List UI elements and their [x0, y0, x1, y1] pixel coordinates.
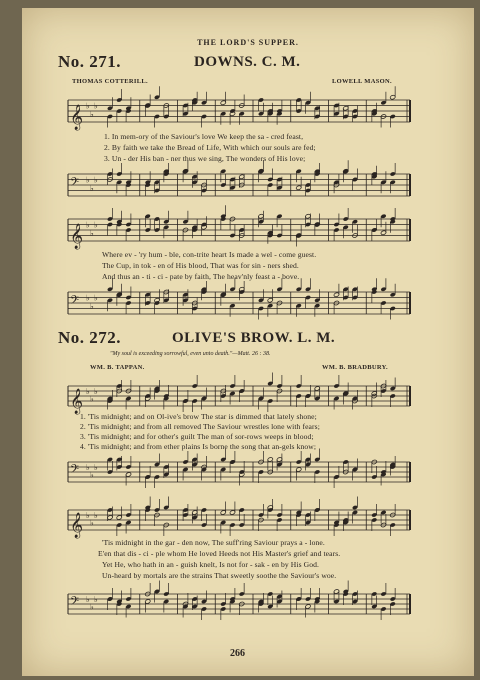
svg-text:♭: ♭ [90, 394, 94, 404]
lyric-line: 3. Un - der His ban - ner thus we sing, The wonders of His love; [104, 154, 306, 163]
lyric-line: 'Tis midnight in the gar - den now, The suff'ring Saviour prays a - lone. [102, 538, 325, 547]
svg-text:𝄞: 𝄞 [70, 389, 84, 414]
svg-text:♭: ♭ [90, 518, 94, 528]
hymnal-page [22, 8, 474, 676]
svg-text:♭: ♭ [86, 220, 90, 230]
svg-text:♭: ♭ [86, 463, 90, 472]
svg-text:♭: ♭ [90, 109, 94, 119]
svg-text:♭: ♭ [94, 293, 98, 303]
svg-text:♭: ♭ [94, 511, 98, 520]
svg-text:𝄞: 𝄞 [70, 105, 84, 130]
svg-text:♭: ♭ [86, 175, 90, 185]
svg-text:𝄢: 𝄢 [70, 463, 80, 479]
lyric-line: Un-heard by mortals are the strains That sweetly soothe the Saviour's woe. [102, 571, 337, 580]
hymn-number: No. 271. [58, 52, 122, 71]
music-staff-treble [68, 380, 410, 412]
svg-text:♭: ♭ [86, 511, 90, 520]
lyric-line: 1. 'Tis midnight; and on Ol-ive's brow The star is dimmed that lately shone; [80, 412, 317, 421]
music-staff-treble [68, 213, 410, 247]
lyricist-credit: WM. B. TAPPAN. [90, 364, 145, 371]
svg-text:𝄢: 𝄢 [70, 294, 80, 310]
lyric-line: 2. 'Tis midnight; and from all removed The Saviour wrestles lone with fears; [80, 422, 320, 431]
svg-text:♭: ♭ [86, 101, 90, 111]
lyric-line: 3. 'Tis midnight; and for other's guilt The man of sor-rows weeps in blood; [80, 432, 314, 441]
svg-text:♭: ♭ [90, 301, 94, 311]
lyric-line: 1. In mem-ory of the Saviour's love We keep the sa - cred feast, [104, 132, 304, 141]
svg-text:♭: ♭ [94, 387, 98, 396]
svg-text:♭: ♭ [94, 101, 98, 111]
svg-text:♭: ♭ [94, 595, 98, 604]
hymn-title: DOWNS. C. M. [194, 54, 301, 70]
hymn-title: OLIVE'S BROW. L. M. [172, 330, 336, 346]
music-staff-bass [68, 168, 410, 202]
lyricist-credit: THOMAS COTTERILL. [72, 78, 148, 85]
composer-credit: LOWELL MASON. [332, 78, 392, 85]
composer-credit: WM. B. BRADBURY. [322, 364, 388, 371]
svg-text:♭: ♭ [90, 183, 94, 193]
svg-text:♭: ♭ [90, 470, 94, 480]
lyric-line: E'en that dis - ci - ple whom He loved Heeds not His Master's grief and tears. [98, 549, 341, 558]
lyric-line: 4. 'Tis midnight; and from ether plains Is borne the song that an-gels know; [80, 442, 317, 451]
lyric-line: And thus an - ti - ci - pate by faith, The heav'nly feast a - bove. [102, 272, 300, 281]
epigraph: "My soul is exceeding sorrowful, even unto death."—Matt. 26 : 38. [110, 351, 271, 357]
svg-text:♭: ♭ [94, 220, 98, 230]
music-staff-bass [68, 456, 410, 488]
svg-text:𝄞: 𝄞 [70, 513, 84, 538]
svg-text:♭: ♭ [94, 175, 98, 185]
lyric-line: Yet He, who hath in an - guish knelt, Is not for - sak - en by His God. [102, 560, 320, 569]
music-staff-bass [68, 286, 410, 320]
lyric-line: The Cup, in tok - en of His blood, That was for sin - ners shed. [102, 261, 299, 270]
music-staff-bass [68, 588, 410, 620]
running-head: THE LORD'S SUPPER. [197, 38, 299, 47]
svg-text:♭: ♭ [90, 602, 94, 612]
svg-text:♭: ♭ [94, 463, 98, 472]
svg-text:♭: ♭ [86, 387, 90, 396]
lyric-line: Where ev - 'ry hum - ble, con-trite heart Is made a wel - come guest. [102, 250, 317, 259]
svg-text:♭: ♭ [86, 293, 90, 303]
lyric-line: 2. By faith we take the Bread of Life, With which our souls are fed; [104, 143, 316, 152]
music-staff-treble [68, 94, 410, 128]
svg-text:𝄞: 𝄞 [70, 224, 84, 249]
music-staff-treble [68, 504, 410, 536]
svg-text:♭: ♭ [90, 228, 94, 238]
svg-text:𝄢: 𝄢 [70, 595, 80, 611]
page-number: 266 [230, 648, 245, 659]
svg-text:𝄢: 𝄢 [70, 176, 80, 192]
hymn-number: No. 272. [58, 328, 122, 347]
svg-text:♭: ♭ [86, 595, 90, 604]
